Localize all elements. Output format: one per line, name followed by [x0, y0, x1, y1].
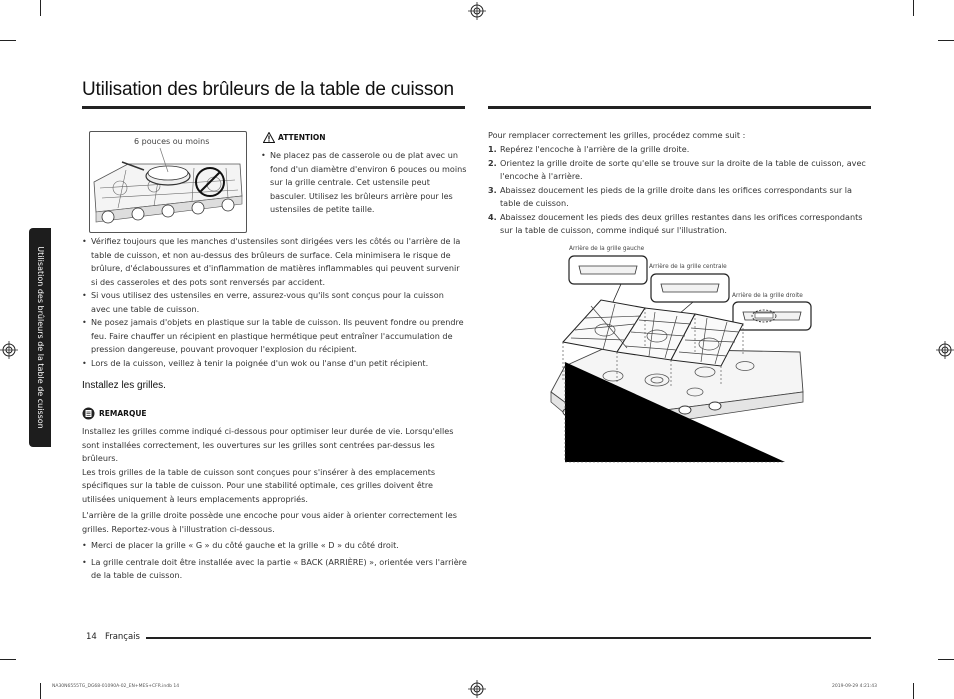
list-item: • La grille centrale doit être installée avec la partie « BACK (ARRIÈRE) », orientée vers l'arrière de la table de cuisson. — [82, 556, 468, 583]
list-item: • Lors de la cuisson, veillez à tenir la poignée d'un wok ou l'anse d'un petit récipient. — [82, 357, 465, 371]
grate-installation-diagram — [545, 252, 825, 467]
attention-bullet: • Ne placez pas de casserole ou de plat avec un fond d'un diamètre d'environ 6 pouces ou moins sur la grille centrale. Cet ustensile peut basculer. Utilisez les brûleurs arrière pour les ustensiles de petite taille. — [261, 149, 467, 217]
safety-bullet-list — [82, 235, 465, 370]
intro-text: Pour remplacer correctement les grilles, procédez comme suit : — [488, 130, 746, 140]
step-item — [488, 184, 872, 211]
step-number: 1. — [488, 144, 497, 154]
crop-mark — [0, 659, 16, 660]
attention-text — [261, 149, 467, 217]
list-item: • Vérifiez toujours que les manches d'ustensiles sont dirigées vers les côtés ou l'arrière de la table de cuisson, et non au-dessus des brûleurs de surface. Cela minimisera le risque de brûlure, d'éclaboussures et d'inflammation de matières inflammables qui peuvent survenir si des casseroles et des pots sont renversés par accident. — [82, 235, 465, 289]
registration-mark-icon — [936, 341, 954, 359]
step-item — [488, 157, 872, 184]
print-slug-right: 2019-09-29 4:21:43 — [832, 684, 877, 689]
label-center-grate: Arrière de la grille centrale — [649, 264, 727, 270]
crop-mark — [0, 40, 16, 41]
step-item — [488, 211, 872, 238]
remarque-body — [82, 425, 468, 583]
footer-rule — [146, 637, 871, 639]
remarque-paragraph: Les trois grilles de la table de cuisson sont conçues pour s'insérer à des emplacements spécifiques sur la table de cuisson. Pour une stabilité optimale, ces grilles doivent être utilisées uniquement à leurs emplacements appropriés. — [82, 466, 436, 504]
crop-mark — [40, 0, 41, 16]
step-text: Abaissez doucement les pieds de la grille droite dans les orifices correspondants sur la table de cuisson. — [500, 184, 852, 208]
remarque-paragraph: L'arrière de la grille droite possède une encoche pour vous aider à orienter correctement les grilles. Reportez-vous à l'illustration ci-dessous. — [82, 510, 457, 534]
remarque-label: REMARQUE — [99, 409, 147, 418]
step-text: Orientez la grille droite de sorte qu'elle se trouve sur la droite de la table de cuisson, avec l'encoche à l'arrière. — [500, 157, 866, 181]
crop-mark — [938, 40, 954, 41]
page-title: Utilisation des brûleurs de la table de cuisson — [82, 79, 454, 100]
crop-mark — [938, 659, 954, 660]
list-item: • Ne posez jamais d'objets en plastique sur la table de cuisson. Ils peuvent fondre ou prendre feu. Faire chauffer un récipient en plastique hermétique peut entraîner l'accumulation de pression dangereuse, pouvant provoquer l'explosion du récipient. — [82, 316, 465, 357]
registration-mark-icon — [468, 680, 486, 698]
attention-label: ATTENTION — [278, 133, 326, 142]
label-right-grate: Arrière de la grille droite — [732, 293, 803, 299]
cooktop-small-pan-figure — [89, 131, 247, 233]
registration-mark-icon — [468, 2, 486, 20]
crop-mark — [913, 0, 914, 16]
warning-icon — [263, 132, 275, 143]
step-text: Repérez l'encoche à l'arrière de la grille droite. — [500, 144, 690, 154]
list-item: • Si vous utilisez des ustensiles en verre, assurez-vous qu'ils sont conçus pour la cuisson avec une table de cuisson. — [82, 289, 465, 316]
note-icon — [82, 407, 95, 420]
list-item: • Merci de placer la grille « G » du côté gauche et la grille « D » du côté droit. — [82, 539, 468, 553]
step-item — [488, 143, 872, 157]
steps-list — [488, 143, 872, 238]
crop-mark — [913, 683, 914, 699]
side-tab — [29, 228, 51, 447]
footer-language: Français — [104, 632, 140, 642]
crop-mark — [40, 683, 41, 699]
remarque-paragraph: Installez les grilles comme indiqué ci-dessous pour optimiser leur durée de vie. Lorsqu'elles sont installées correctement, les ouvertures sur les grilles sont centrées par-dessus les brûleurs. — [82, 426, 454, 463]
figure-caption: 6 pouces ou moins — [134, 137, 210, 146]
page-footer — [86, 632, 140, 642]
label-left-grate: Arrière de la grille gauche — [569, 246, 645, 252]
print-slug-left: NA30N6555TG_DG68-01090A-02_EN+MES+CFR.indb 14 — [52, 684, 180, 689]
registration-mark-icon — [0, 341, 18, 359]
step-number: 3. — [488, 184, 497, 195]
cooktop-illustration — [90, 132, 246, 232]
step-number: 4. — [488, 211, 497, 222]
side-tab-label: Utilisation des brûleurs de la table de cuisson — [36, 246, 45, 429]
step-text: Abaissez doucement les pieds des deux grilles restantes dans les orifices correspondants sur la table de cuisson, comme indiqué sur l'illustration. — [500, 211, 863, 235]
step-number: 2. — [488, 157, 497, 168]
title-rule-right — [488, 106, 871, 109]
page-number: 14 — [86, 632, 97, 642]
title-rule-left — [82, 106, 465, 109]
section-heading: Installez les grilles. — [82, 380, 166, 391]
